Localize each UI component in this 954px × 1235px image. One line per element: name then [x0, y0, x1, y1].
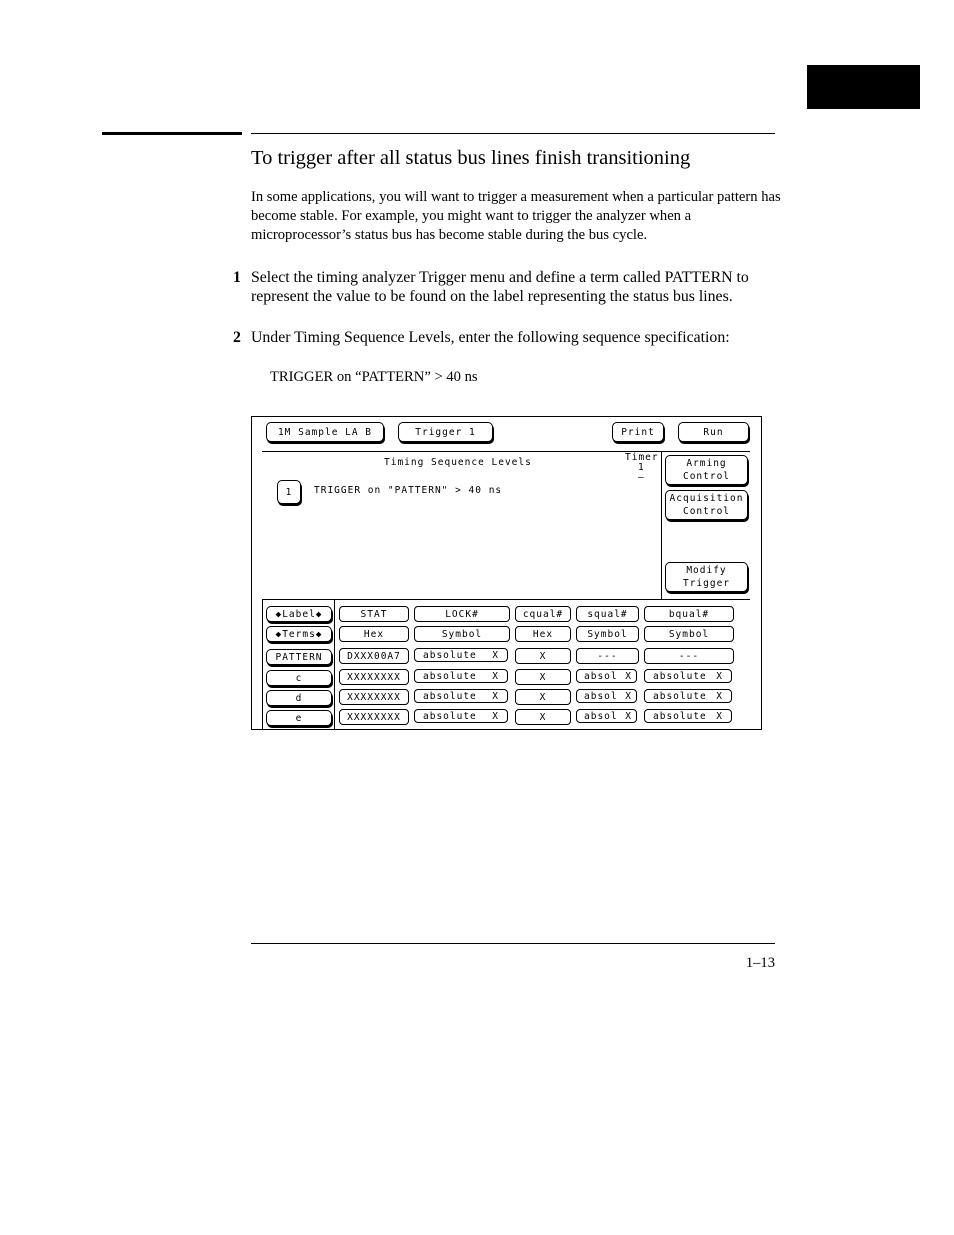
term-value-bqual[interactable] — [644, 669, 732, 683]
term-value-squal[interactable] — [576, 669, 637, 683]
level-number-button[interactable]: 1 — [277, 480, 301, 504]
term-value-lock[interactable] — [414, 709, 508, 723]
column-base-stat[interactable]: Hex — [339, 626, 409, 642]
column-base-lock[interactable]: Symbol — [414, 626, 510, 642]
timer-label: Timer — [625, 452, 659, 463]
value-text: X — [492, 690, 499, 702]
divider — [262, 599, 750, 600]
term-value-stat[interactable]: XXXXXXXX — [339, 709, 409, 725]
arming-control-button[interactable]: Arming Control — [665, 455, 748, 485]
label-scroll-text: Label — [282, 608, 316, 620]
value-text: X — [625, 690, 632, 702]
right-arrow-icon: ◆ — [315, 608, 323, 620]
section-rule-top — [251, 133, 775, 134]
column-base-bqual[interactable]: Symbol — [644, 626, 734, 642]
column-label-squal[interactable]: squal# — [576, 606, 639, 622]
mode-text: absol — [584, 710, 618, 722]
term-button-e[interactable]: e — [266, 710, 332, 726]
mode-text: absolute — [423, 710, 477, 722]
term-value-bqual[interactable] — [644, 709, 732, 723]
step-number: 2 — [233, 329, 241, 346]
mode-text: absolute — [423, 670, 477, 682]
up-arrow-icon: ◆ — [275, 628, 283, 640]
value-text: X — [492, 670, 499, 682]
column-label-bqual[interactable]: bqual# — [644, 606, 734, 622]
term-value-lock[interactable] — [414, 689, 508, 703]
value-text: X — [716, 710, 723, 722]
intro-paragraph: In some applications, you will want to trigger a measurement when a particular pattern has become stable. For example, you might want to trigger the analyzer when a microprocessor’s status bus has become stable during the bus cycle. — [251, 189, 781, 243]
term-value-stat[interactable]: DXXX00A7 — [339, 648, 409, 664]
term-value-cqual[interactable]: X — [515, 648, 571, 664]
mode-text: absolute — [653, 710, 707, 722]
step-number: 1 — [233, 269, 241, 286]
section-heading: To trigger after all status bus lines finish transitioning — [251, 147, 691, 169]
value-text: X — [625, 670, 632, 682]
term-value-bqual[interactable] — [644, 689, 732, 703]
terms-scroll-button[interactable] — [266, 626, 332, 642]
terms-scroll-text: Terms — [282, 628, 316, 640]
level-text[interactable]: TRIGGER on "PATTERN" > 40 ns — [314, 485, 503, 496]
footer-rule — [251, 943, 775, 944]
term-value-cqual[interactable]: X — [515, 689, 571, 705]
divider — [661, 451, 662, 599]
term-button-d[interactable]: d — [266, 690, 332, 706]
run-button[interactable]: Run — [678, 422, 749, 442]
sequence-spec: TRIGGER on “PATTERN” > 40 ns — [270, 369, 478, 385]
value-text: X — [716, 690, 723, 702]
term-value-squal[interactable] — [576, 709, 637, 723]
timer-mark: – — [638, 472, 645, 483]
acquisition-control-button[interactable]: Acquisition Control — [665, 490, 748, 520]
value-text: X — [625, 710, 632, 722]
column-label-lock[interactable]: LOCK# — [414, 606, 510, 622]
label-scroll-button[interactable] — [266, 606, 332, 622]
term-value-squal[interactable]: --- — [576, 648, 639, 664]
down-arrow-icon: ◆ — [315, 628, 323, 640]
sequence-title: Timing Sequence Levels — [384, 457, 532, 468]
column-base-cqual[interactable]: Hex — [515, 626, 571, 642]
timer-value: 1 — [638, 462, 645, 473]
term-value-bqual[interactable]: --- — [644, 648, 734, 664]
term-button-pattern[interactable]: PATTERN — [266, 649, 332, 665]
step-text: Select the timing analyzer Trigger menu and define a term called PATTERN to represent the value to be found on the label representing the status bus lines. — [251, 269, 749, 305]
mode-text: absolute — [653, 690, 707, 702]
mode-text: absolute — [423, 690, 477, 702]
section-rule-left — [102, 132, 242, 135]
term-value-cqual[interactable]: X — [515, 669, 571, 685]
term-value-lock[interactable] — [414, 669, 508, 683]
column-label-cqual[interactable]: cqual# — [515, 606, 571, 622]
mode-text: absolute — [423, 649, 477, 661]
page-number: 1–13 — [745, 955, 775, 971]
chapter-tab — [807, 65, 920, 109]
term-value-squal[interactable] — [576, 689, 637, 703]
term-value-lock[interactable] — [414, 648, 508, 662]
mode-text: absol — [584, 670, 618, 682]
step-text: Under Timing Sequence Levels, enter the following sequence specification: — [251, 329, 730, 346]
term-button-c[interactable]: c — [266, 670, 332, 686]
column-label-stat[interactable]: STAT — [339, 606, 409, 622]
divider — [262, 451, 750, 452]
menu-button[interactable]: Trigger 1 — [398, 422, 493, 442]
modify-trigger-button[interactable]: Modify Trigger — [665, 562, 748, 592]
value-text: X — [492, 649, 499, 661]
print-button[interactable]: Print — [612, 422, 664, 442]
value-text: X — [716, 670, 723, 682]
mode-text: absol — [584, 690, 618, 702]
term-value-stat[interactable]: XXXXXXXX — [339, 669, 409, 685]
divider — [262, 599, 263, 729]
analyzer-screen — [251, 416, 762, 730]
column-base-squal[interactable]: Symbol — [576, 626, 639, 642]
left-arrow-icon: ◆ — [275, 608, 283, 620]
module-button[interactable]: 1M Sample LA B — [266, 422, 384, 442]
term-value-stat[interactable]: XXXXXXXX — [339, 689, 409, 705]
value-text: X — [492, 710, 499, 722]
divider — [334, 599, 335, 729]
term-value-cqual[interactable]: X — [515, 709, 571, 725]
mode-text: absolute — [653, 670, 707, 682]
